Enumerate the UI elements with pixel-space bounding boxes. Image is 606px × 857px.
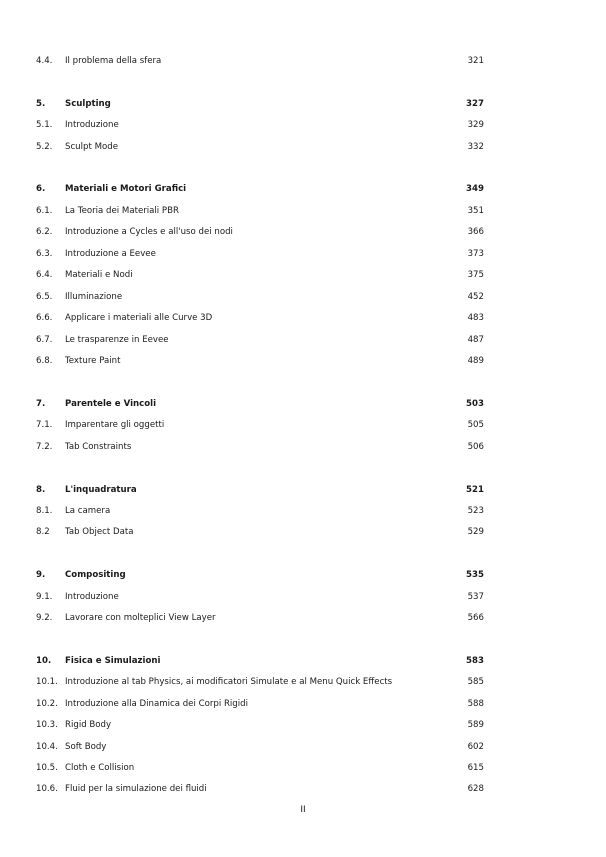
toc-entry-title: Cloth e Collision (65, 763, 135, 773)
toc-entry-number: 8. (36, 485, 46, 495)
toc-entry-title: Introduzione al tab Physics, ai modificatori Simulate e al Menu Quick Effects (65, 677, 393, 687)
toc-entry-page: 503 (466, 399, 484, 409)
toc-entry-number: 6. (36, 184, 46, 194)
toc-entry-title: Introduzione alla Dinamica dei Corpi Rigidi (65, 699, 248, 709)
toc-entry-title: La Teoria dei Materiali PBR (65, 206, 179, 216)
toc-section-row (36, 204, 484, 218)
toc-entry-page: 529 (467, 527, 484, 537)
toc-chapter-row (36, 182, 484, 196)
toc-entry-page: 585 (467, 677, 484, 687)
toc-entry-page: 615 (467, 763, 484, 773)
toc-section-row (36, 697, 484, 711)
toc-entry-page: 483 (467, 313, 484, 323)
toc-entry-page: 589 (467, 720, 484, 730)
page-number: II (300, 805, 306, 815)
toc-entry-page: 535 (466, 570, 484, 580)
toc-section-row (36, 290, 484, 304)
toc-entry-title: Texture Paint (65, 356, 121, 366)
toc-section-row (36, 504, 484, 518)
toc-section-row (36, 311, 484, 325)
toc-entry-number: 8.2 (36, 527, 50, 537)
toc-section-row (36, 268, 484, 282)
toc-entry-title: Introduzione (65, 592, 119, 602)
toc-entry-page: 523 (467, 506, 484, 516)
toc-entry-title: Materiali e Motori Grafici (65, 184, 187, 194)
toc-entry-page: 583 (466, 656, 484, 666)
toc-section-row (36, 225, 484, 239)
toc-entry-number: 10.6. (36, 784, 58, 794)
toc-entry-title: Introduzione a Eevee (65, 249, 156, 259)
toc-section-row (36, 418, 484, 432)
toc-entry-page: 602 (467, 742, 484, 752)
toc-entry-title: Compositing (65, 570, 126, 580)
toc-entry-number: 6.7. (36, 335, 53, 345)
toc-section-row (36, 590, 484, 604)
toc-entry-page: 506 (467, 442, 484, 452)
toc-entry-page: 452 (467, 292, 484, 302)
toc-chapter-row (36, 397, 484, 411)
toc-entry-number: 6.3. (36, 249, 53, 259)
toc-entry-title: Fluid per la simulazione dei fluidi (65, 784, 207, 794)
toc-entry-number: 7.1. (36, 420, 53, 430)
toc-section-row (36, 354, 484, 368)
toc-entry-number: 7.2. (36, 442, 53, 452)
toc-entry-page: 566 (467, 613, 484, 623)
toc-entry-title: Imparentare gli oggetti (65, 420, 165, 430)
toc-entry-title: Materiali e Nodi (65, 270, 133, 280)
toc-entry-number: 10.1. (36, 677, 58, 687)
toc-entry-page: 505 (467, 420, 484, 430)
toc-section-row (36, 611, 484, 625)
toc-entry-title: La camera (65, 506, 111, 516)
toc-section-row (36, 54, 484, 68)
toc-entry-page: 537 (467, 592, 484, 602)
toc-section-row (36, 247, 484, 261)
toc-entry-title: Illuminazione (65, 292, 123, 302)
toc-entry-page: 487 (467, 335, 484, 345)
toc-section-row (36, 718, 484, 732)
toc-entry-title: Lavorare con molteplici View Layer (65, 613, 216, 623)
toc-section-row (36, 761, 484, 775)
toc-section-row (36, 440, 484, 454)
toc-entry-number: 6.4. (36, 270, 53, 280)
toc-entry-number: 10.3. (36, 720, 58, 730)
toc-entry-page: 588 (467, 699, 484, 709)
toc-section-row (36, 740, 484, 754)
toc-entry-page: 373 (467, 249, 484, 259)
toc-entry-title: Tab Object Data (65, 527, 134, 537)
toc-entry-title: Fisica e Simulazioni (65, 656, 161, 666)
toc-entry-title: Applicare i materiali alle Curve 3D (65, 313, 213, 323)
toc-entry-page: 366 (467, 227, 484, 237)
toc-entry-page: 329 (467, 120, 484, 130)
toc-entry-title: Introduzione a Cycles e all'uso dei nodi (65, 227, 233, 237)
toc-entry-number: 6.5. (36, 292, 53, 302)
toc-section-row (36, 333, 484, 347)
toc-entry-page: 628 (467, 784, 484, 794)
toc-entry-number: 5.2. (36, 142, 53, 152)
toc-entry-title: Tab Constraints (65, 442, 132, 452)
toc-entry-number: 10.4. (36, 742, 58, 752)
toc-section-row (36, 118, 484, 132)
toc-entry-number: 6.6. (36, 313, 53, 323)
toc-entry-page: 327 (466, 99, 484, 109)
toc-entry-number: 6.2. (36, 227, 53, 237)
toc-entry-title: L'inquadratura (65, 485, 137, 495)
toc-chapter-row (36, 97, 484, 111)
toc-chapter-row (36, 568, 484, 582)
toc-entry-page: 351 (467, 206, 484, 216)
toc-entry-title: Il problema della sfera (65, 56, 162, 66)
toc-entry-number: 6.8. (36, 356, 53, 366)
toc-entry-number: 6.1. (36, 206, 53, 216)
toc-entry-number: 10.2. (36, 699, 58, 709)
toc-chapter-row (36, 654, 484, 668)
toc-entry-number: 4.4. (36, 56, 53, 66)
toc-entry-title: Sculpt Mode (65, 142, 118, 152)
toc-entry-number: 9.2. (36, 613, 53, 623)
toc-section-row (36, 675, 484, 689)
toc-entry-page: 489 (467, 356, 484, 366)
toc-entry-number: 5. (36, 99, 46, 109)
toc-entry-number: 10.5. (36, 763, 58, 773)
toc-entry-page: 332 (467, 142, 484, 152)
toc-entry-title: Le trasparenze in Eevee (65, 335, 169, 345)
toc-entry-title: Parentele e Vincoli (65, 399, 157, 409)
toc-section-row (36, 782, 484, 796)
toc-entry-title: Introduzione (65, 120, 119, 130)
toc-section-row (36, 525, 484, 539)
toc-entry-number: 8.1. (36, 506, 53, 516)
toc-entry-page: 521 (466, 485, 484, 495)
toc-section-row (36, 140, 484, 154)
toc-entry-title: Rigid Body (65, 720, 112, 730)
toc-entry-number: 7. (36, 399, 46, 409)
toc-entry-page: 349 (466, 184, 484, 194)
toc-chapter-row (36, 483, 484, 497)
toc-entry-number: 9.1. (36, 592, 53, 602)
toc-entry-title: Soft Body (65, 742, 107, 752)
toc-entry-page: 321 (467, 56, 484, 66)
toc-entry-number: 5.1. (36, 120, 53, 130)
toc-entry-number: 9. (36, 570, 46, 580)
toc-entry-number: 10. (36, 656, 52, 666)
toc-entry-title: Sculpting (65, 99, 111, 109)
toc-entry-page: 375 (467, 270, 484, 280)
